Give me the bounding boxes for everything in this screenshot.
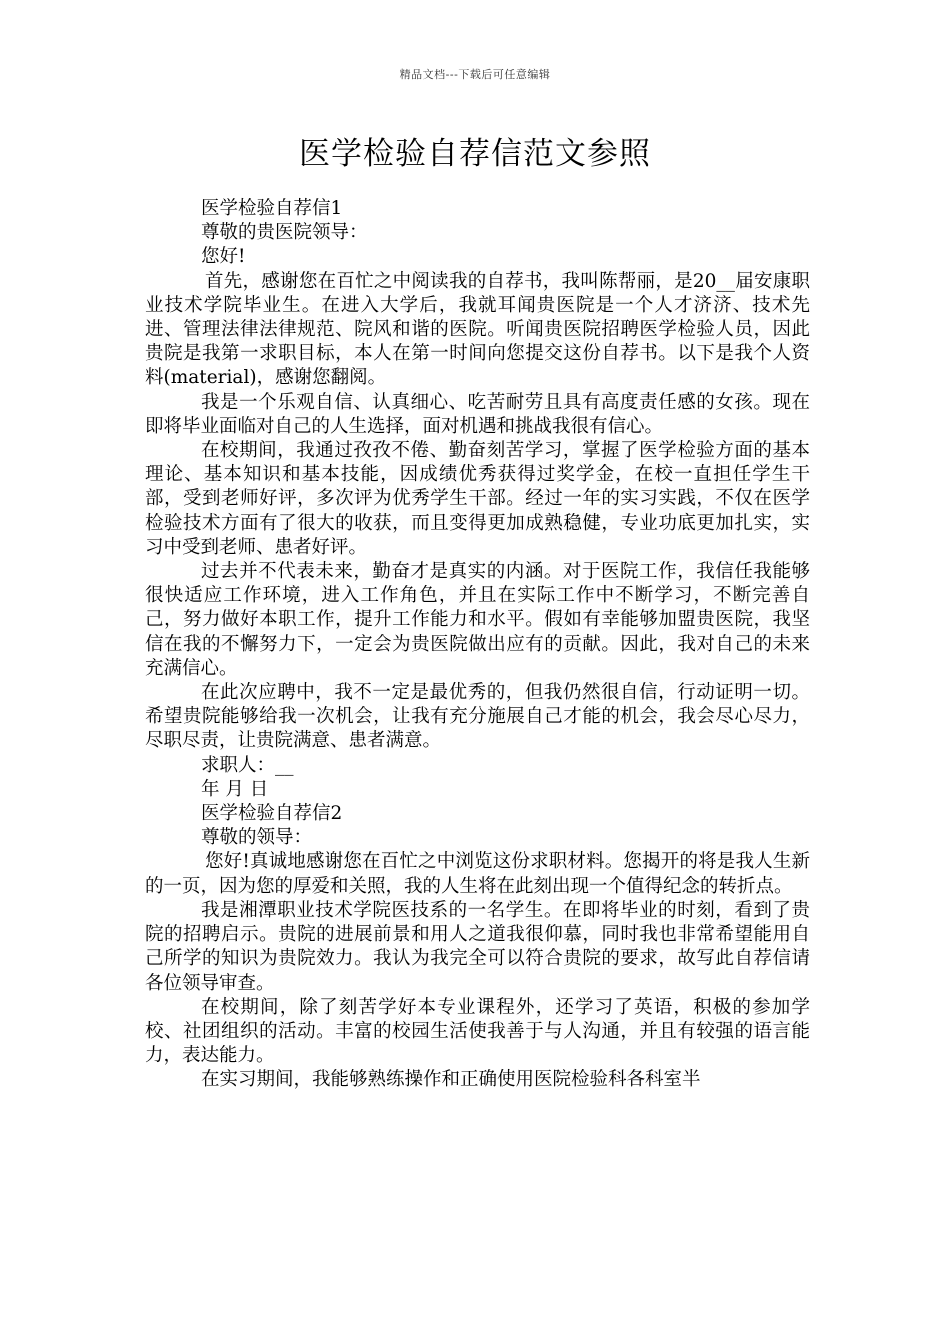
letter2-heading: 医学检验自荐信2 xyxy=(201,803,343,825)
letter2-paragraph: 我是湘潭职业技术学院医技系的一名学生。在即将毕业的时刻，看到了贵院的招聘启示。贵院的进展前景和用人之道我很仰慕，同时我也非常希望能用自己所学的知识为贵院效力。我认为我完全可以符合贵院的要求，故写此自荐信请各位领导审查。 xyxy=(145,899,810,994)
letter1-paragraph: 我是一个乐观自信、认真细心、吃苦耐劳且具有高度责任感的女孩。现在即将毕业面临对自己的人生选择，面对机遇和挑战我很有信心。 xyxy=(145,391,810,437)
header-note: 精品文档---下载后可任意编辑 xyxy=(399,68,551,81)
letter1-paragraph: 首先，感谢您在百忙之中阅读我的自荐书，我叫陈帮丽，是20__届安康职业技术学院毕业生。在进入大学后，我就耳闻贵医院是一个人才济济、技术先进、管理法律法律规范、院风和谐的医院。听闻贵医院招聘医学检验人员，因此贵院是我第一求职目标，本人在第一时间向您提交这份自荐书。以下是我个人资料(material)，感谢您翻阅。 xyxy=(145,270,810,389)
letter1-heading: 医学检验自荐信1 xyxy=(201,198,343,219)
letter1-paragraph: 过去并不代表未来，勤奋才是真实的内涵。对于医院工作，我信任我能够很快适应工作环境，进入工作角色，并且在实际工作中不断学习，不断完善自己，努力做好本职工作，提升工作能力和水平。假如有幸能够加盟贵医院，我坚信在我的不懈努力下，一定会为贵医院做出应有的贡献。因此，我对自己的未来充满信心。 xyxy=(145,561,810,679)
letter1-paragraph: 在此次应聘中，我不一定是最优秀的，但我仍然很自信，行动证明一切。希望贵院能够给我一次机会，让我有充分施展自己才能的机会，我会尽心尽力，尽职尽责，让贵院满意、患者满意。 xyxy=(145,682,810,752)
letter2-paragraph: 您好!真诚地感谢您在百忙之中浏览这份求职材料。您揭开的将是我人生新的一页，因为您的厚爱和关照，我的人生将在此刻出现一个值得纪念的转折点。 xyxy=(145,851,810,897)
document-body xyxy=(145,197,810,1093)
letter2-paragraph: 在校期间，除了刻苦学好本专业课程外，还学习了英语，积极的参加学校、社团组织的活动。丰富的校园生活使我善于与人沟通，并且有较强的语言能力，表达能力。 xyxy=(145,996,810,1067)
letter1-salutation: 尊敬的贵医院领导： xyxy=(201,222,368,244)
letter1-paragraph: 在校期间，我通过孜孜不倦、勤奋刻苦学习，掌握了医学检验方面的基本理论、基本知识和基本技能，因成绩优秀获得过奖学金，在校一直担任学生干部，受到老师好评，多次评为优秀学生干部。经过一年的实习实践，不仅在医学检验技术方面有了很大的收获，而且变得更加成熟稳健，专业功底更加扎实，实习中受到老师、患者好评。 xyxy=(145,440,810,558)
letter1-greeting: 您好! xyxy=(201,246,246,268)
letter2-paragraph: 在实习期间，我能够熟练操作和正确使用医院检验科各科室半 xyxy=(201,1069,701,1091)
page-title: 医学检验自荐信范文参照 xyxy=(299,136,651,172)
letter1-applicant: 求职人：__ xyxy=(201,754,294,776)
letter1-date: 年 月 日 xyxy=(201,778,269,800)
letter2-salutation: 尊敬的领导： xyxy=(201,827,313,849)
